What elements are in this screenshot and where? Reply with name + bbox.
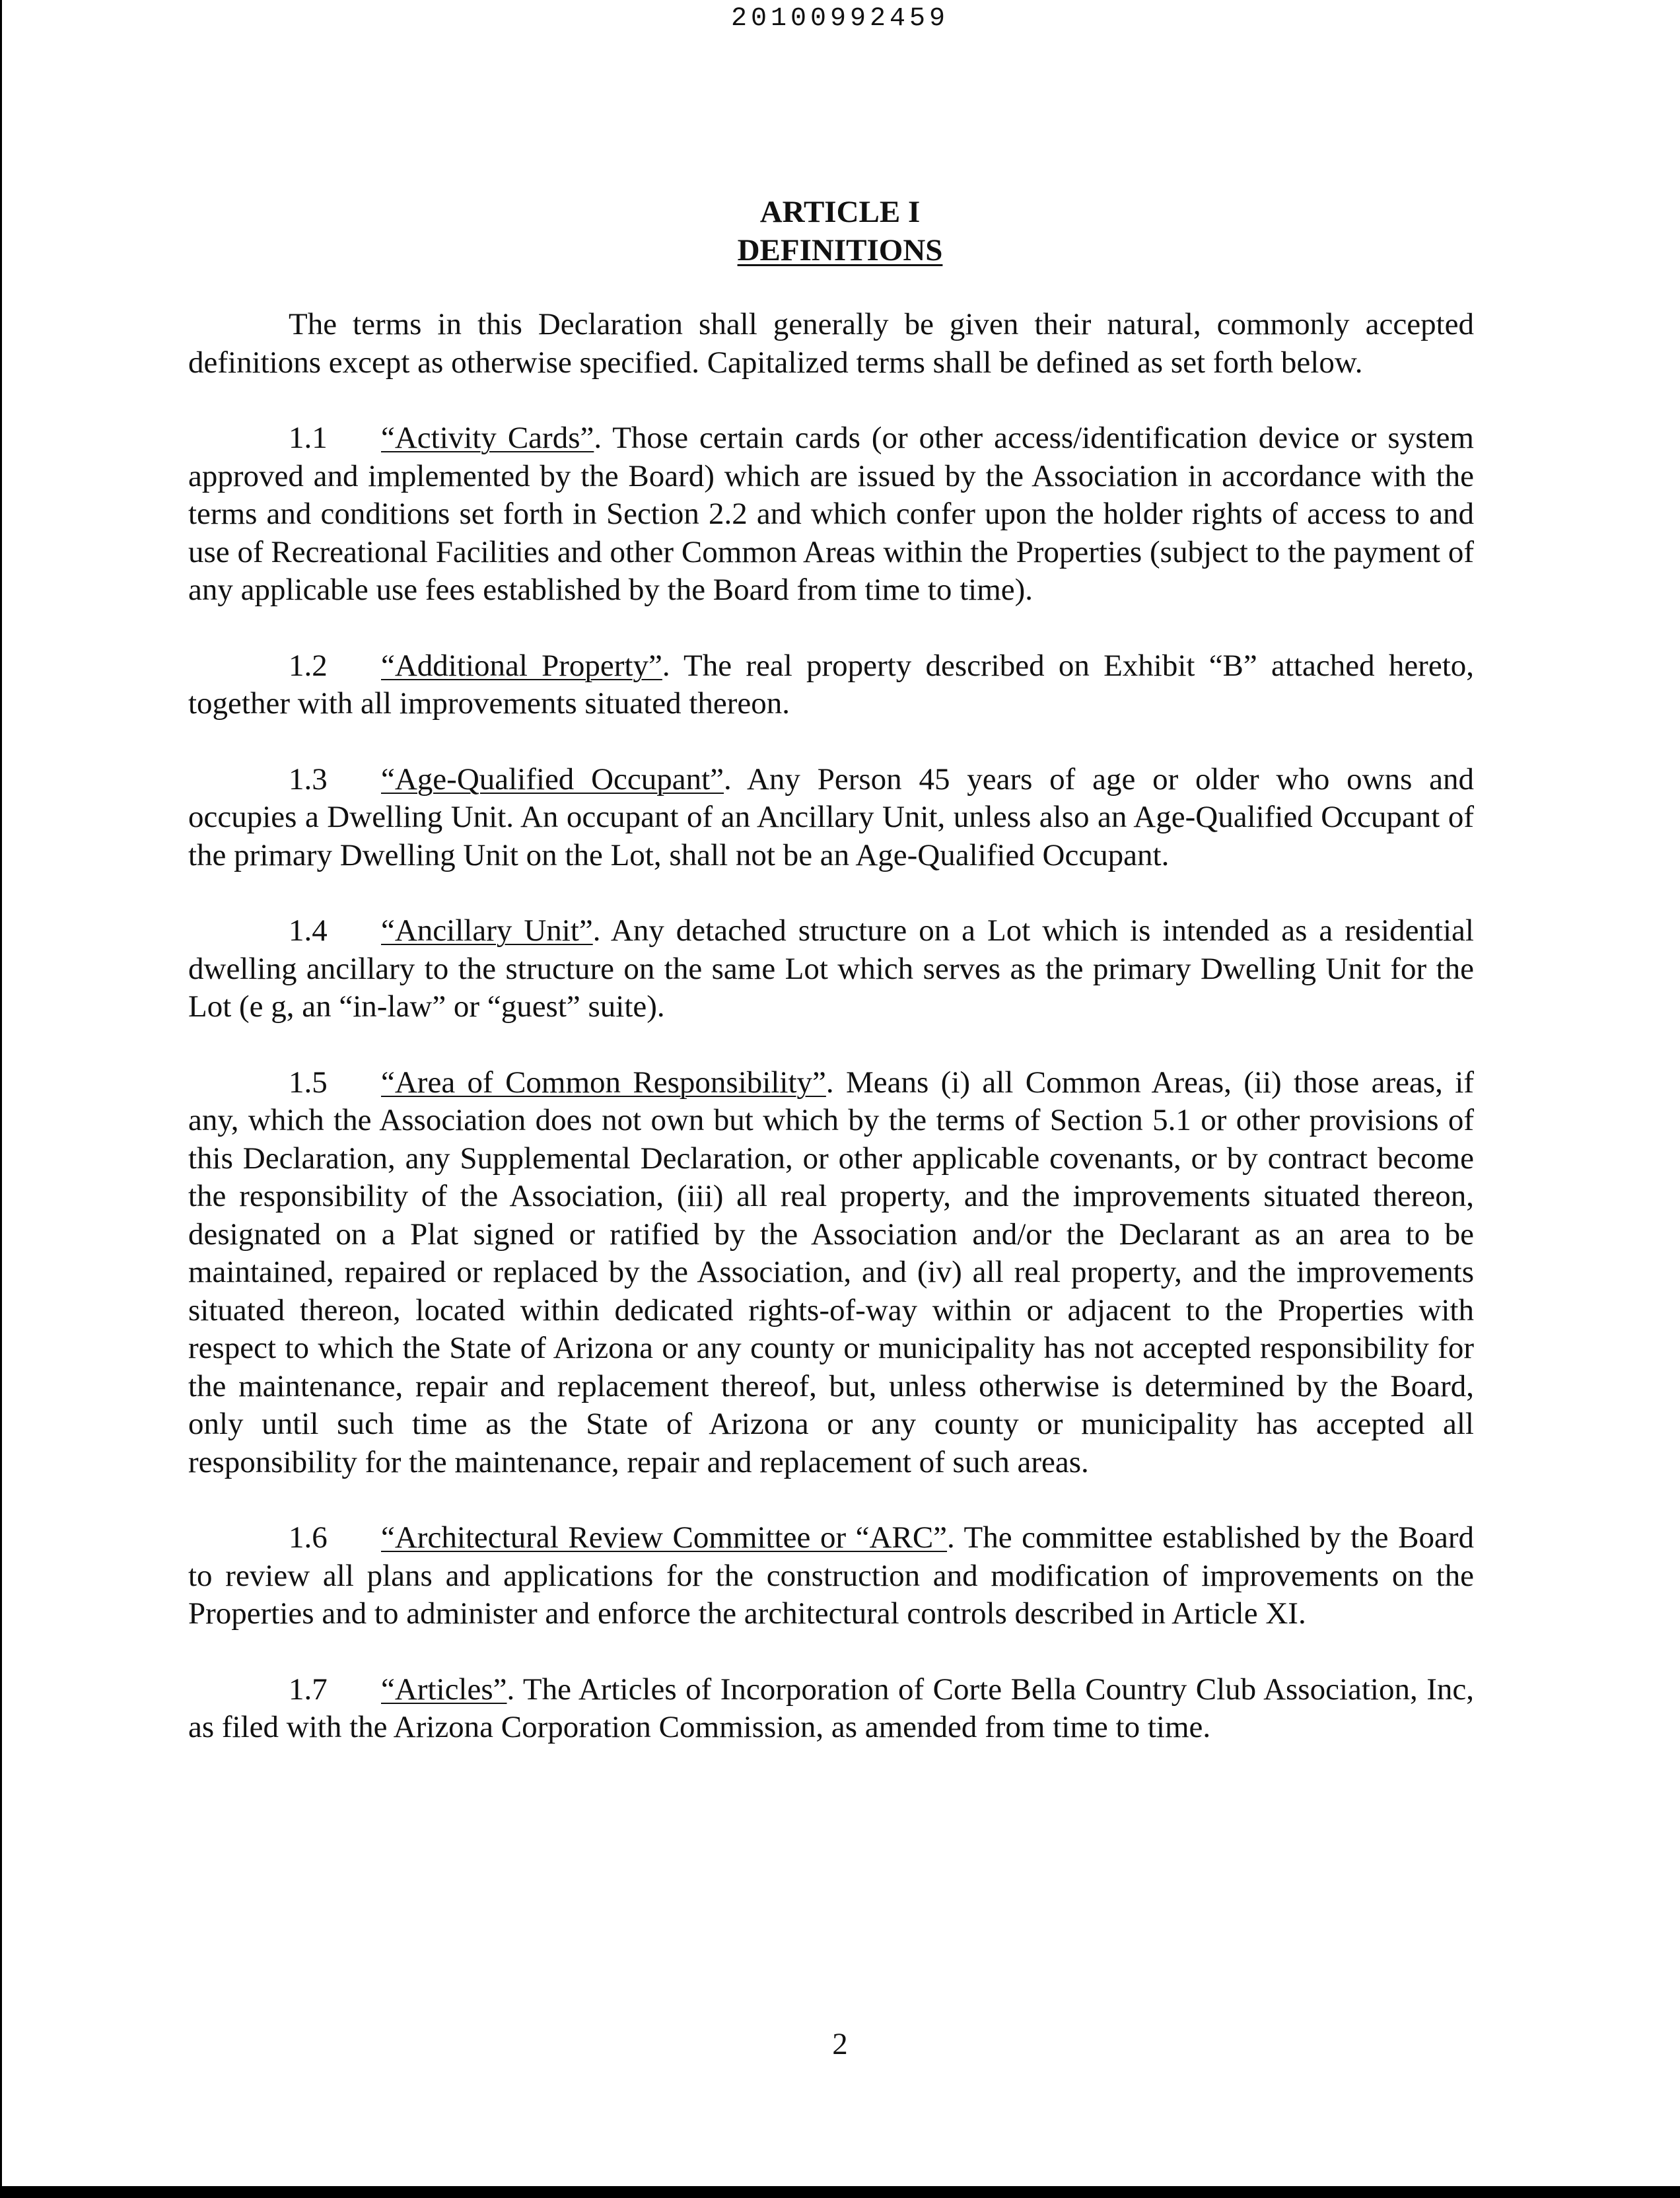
definition-1-2 [188, 647, 1474, 723]
definition-1-6 [188, 1519, 1474, 1633]
defined-term: “Area of Common Responsibility” [381, 1065, 826, 1100]
definition-text: . Any detached structure on a Lot which is intended as a residential dwelling ancillary to the structure on the same Lot which serves as the primary Dwelling Unit for the Lot (e g, an “in-law” or “guest” suite). [188, 913, 1474, 1024]
definition-text: . The Articles of Incorporation of Corte Bella Country Club Association, Inc, as filed with the Arizona Corporation Commission, as amended from time to time. [188, 1672, 1474, 1744]
section-number: 1.1 [289, 421, 328, 455]
document-number: 20100992459 [730, 4, 950, 34]
section-number: 1.5 [289, 1065, 328, 1100]
definition-1-7 [188, 1671, 1474, 1747]
article-subtitle: DEFINITIONS [737, 233, 943, 267]
section-number: 1.7 [289, 1672, 328, 1707]
defined-term: “Ancillary Unit” [381, 913, 593, 948]
definition-text: . Any Person 45 years of age or older who owns and occupies a Dwelling Unit. An occupant of an Ancillary Unit, unless also an Age-Qualified Occupant of the primary Dwelling Unit on the Lot, shall not be an Age-Qualified Occupant. [188, 762, 1475, 872]
defined-term: “Architectural Review Committee or “ARC” [381, 1520, 948, 1555]
article-heading [0, 193, 1680, 269]
section-number: 1.2 [289, 648, 328, 683]
defined-term: “Activity Cards” [381, 421, 594, 455]
definition-1-1 [188, 419, 1474, 610]
definition-text: . The committee established by the Board to review all plans and applications for the construction and modification of improvements on the Properties and to administer and enforce the architectural controls described in Article XI. [188, 1520, 1474, 1631]
defined-term: “Articles” [381, 1672, 507, 1707]
section-number: 1.4 [289, 913, 328, 948]
defined-term: “Age-Qualified Occupant” [381, 762, 724, 797]
definition-1-4 [188, 912, 1474, 1026]
definition-text: . Those certain cards (or other access/identification device or system approved and implemented by the Board) which are issued by the Association in accordance with the terms and conditions set forth in Section 2.2 and which confer upon the holder rights of access to and use of Recreational Facilities and other Common Areas within the Properties (subject to the payment of any applicable use fees established by the Board from time to time). [188, 421, 1474, 607]
section-number: 1.3 [289, 762, 328, 797]
definition-1-3 [188, 761, 1474, 875]
intro-paragraph: The terms in this Declaration shall generally be given their natural, commonly accepted definitions except as otherwise specified. Capitalized terms shall be defined as set forth below. [188, 307, 1474, 380]
document-body [188, 306, 1474, 1785]
definition-text: . Means (i) all Common Areas, (ii) those areas, if any, which the Association does not own but which by the terms of Section 5.1 or other provisions of this Declaration, any Supplemental Declaration, or other applicable covenants, or by contract become the responsibility of the Association, (iii) all real property, and the improvements situated thereon, designated on a Plat signed or ratified by the Association and/or the Declarant as an area to be maintained, repaired or replaced by the Association, and (iv) all real property, and the improvements situated thereon, located within dedicated rights-of-way within or adjacent to the Properties with respect to which the State of Arizona or any county or municipality has not accepted responsibility for the maintenance, repair and replacement thereof, but, unless otherwise is determined by the Board, only until such time as the State of Arizona or any county or municipality has accepted all responsibility for the maintenance, repair and replacement of such areas. [188, 1065, 1475, 1479]
definition-1-5 [188, 1064, 1474, 1482]
section-number: 1.6 [289, 1520, 328, 1555]
page-number: 2 [832, 2027, 848, 2061]
article-title: ARTICLE I [759, 195, 921, 229]
defined-term: “Additional Property” [381, 648, 662, 683]
definition-text: . The real property described on Exhibit “B” attached hereto, together with all improvements situated thereon. [188, 648, 1474, 721]
scan-left-edge [0, 0, 2, 2198]
scan-bottom-edge [0, 2186, 1680, 2198]
